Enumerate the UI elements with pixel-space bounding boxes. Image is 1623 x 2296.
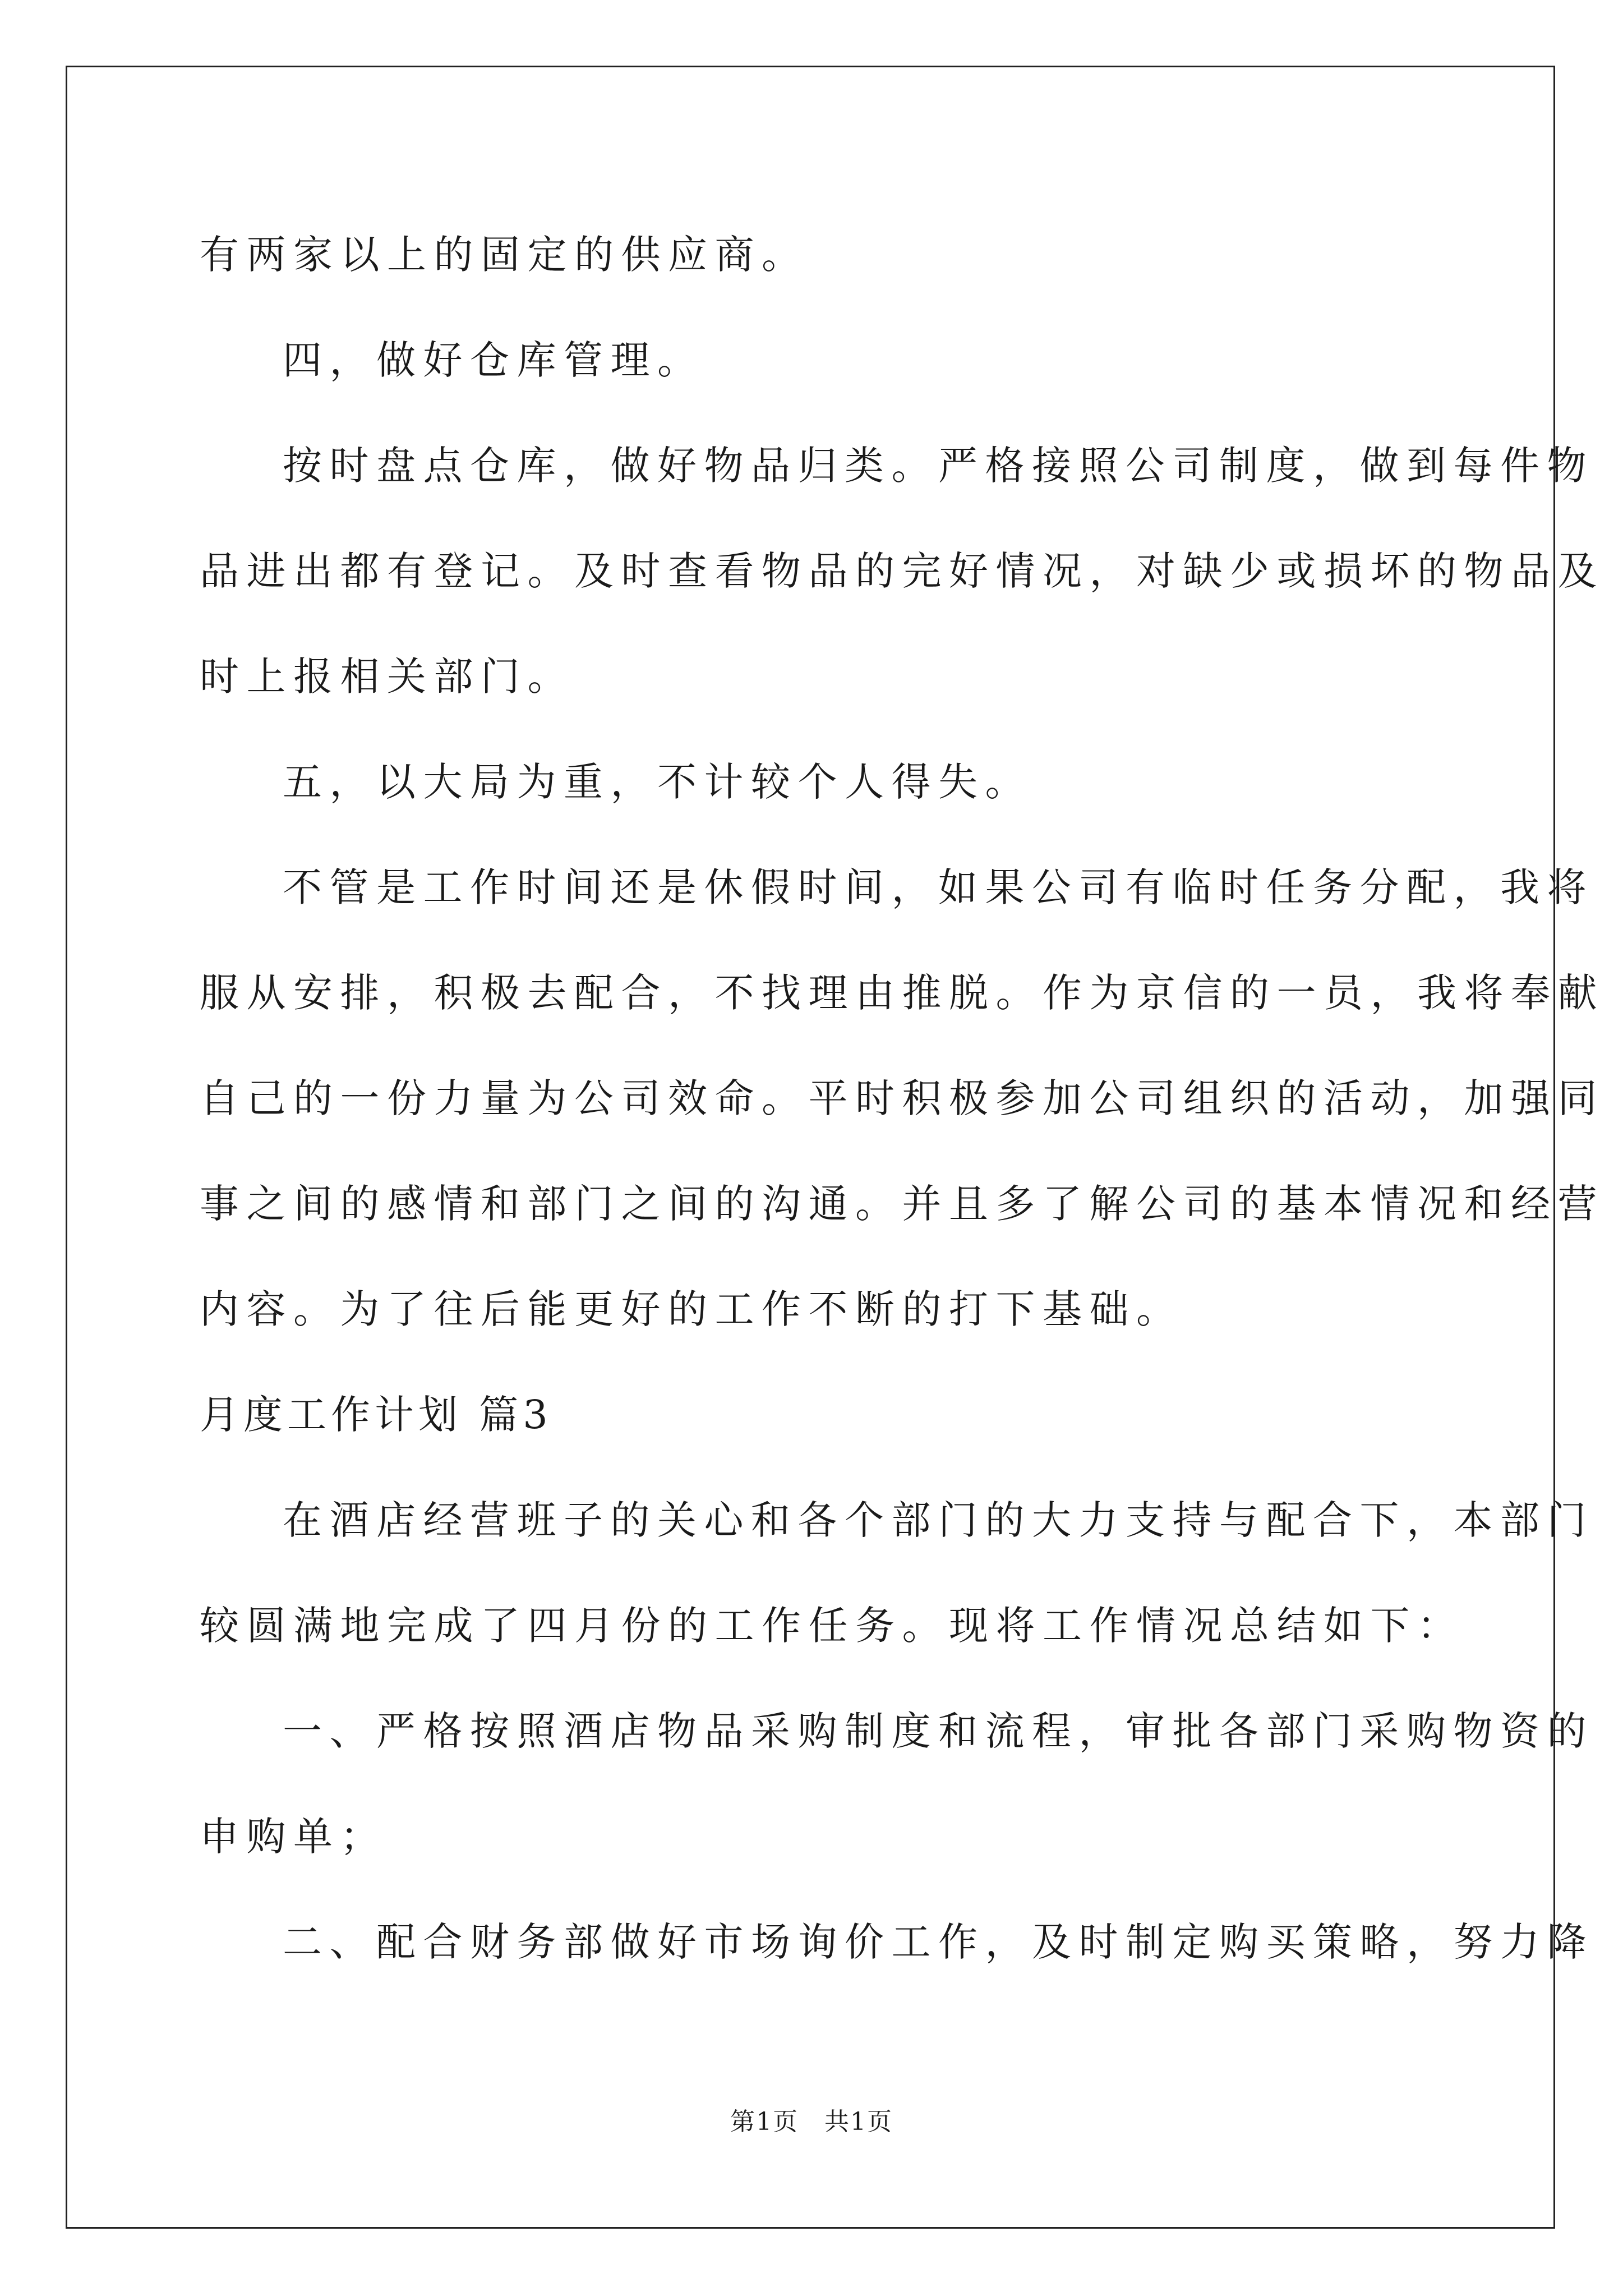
paragraph-line: 时上报相关部门。 — [200, 654, 574, 700]
paragraph-line: 一、严格按照酒店物品采购制度和流程，审批各部门采购物资的 — [283, 1708, 1594, 1754]
page-number-footer: 第1页 共1页 — [730, 2108, 893, 2136]
paragraph-line: 不管是工作时间还是休假时间，如果公司有临时任务分配，我将 — [283, 864, 1594, 910]
section-heading-4: 四，做好仓库管理。 — [283, 337, 704, 383]
article-title: 月度工作计划 篇3 — [200, 1392, 552, 1438]
document-body — [200, 202, 1604, 1995]
paragraph-line: 二、配合财务部做好市场询价工作，及时制定购买策略，努力降 — [283, 1919, 1594, 1965]
paragraph-line: 事之间的感情和部门之间的沟通。并且多了解公司的基本情况和经营 — [200, 1181, 1604, 1227]
paragraph-line: 在酒店经营班子的关心和各个部门的大力支持与配合下，本部门 — [283, 1497, 1594, 1543]
paragraph-line: 有两家以上的固定的供应商。 — [200, 232, 809, 278]
paragraph-line: 较圆满地完成了四月份的工作任务。现将工作情况总结如下： — [200, 1603, 1464, 1649]
paragraph-line: 内容。为了往后能更好的工作不断的打下基础。 — [200, 1286, 1183, 1332]
paragraph-line: 服从安排，积极去配合，不找理由推脱。作为京信的一员，我将奉献 — [200, 970, 1604, 1016]
paragraph-line: 自己的一份力量为公司效命。平时积极参加公司组织的活动，加强同 — [200, 1075, 1604, 1121]
paragraph-line: 按时盘点仓库，做好物品归类。严格接照公司制度，做到每件物 — [283, 443, 1594, 489]
paragraph-line: 申购单； — [200, 1814, 387, 1860]
paragraph-line: 品进出都有登记。及时查看物品的完好情况，对缺少或损坏的物品及 — [200, 548, 1604, 594]
section-heading-5: 五，以大局为重，不计较个人得失。 — [283, 759, 1032, 805]
